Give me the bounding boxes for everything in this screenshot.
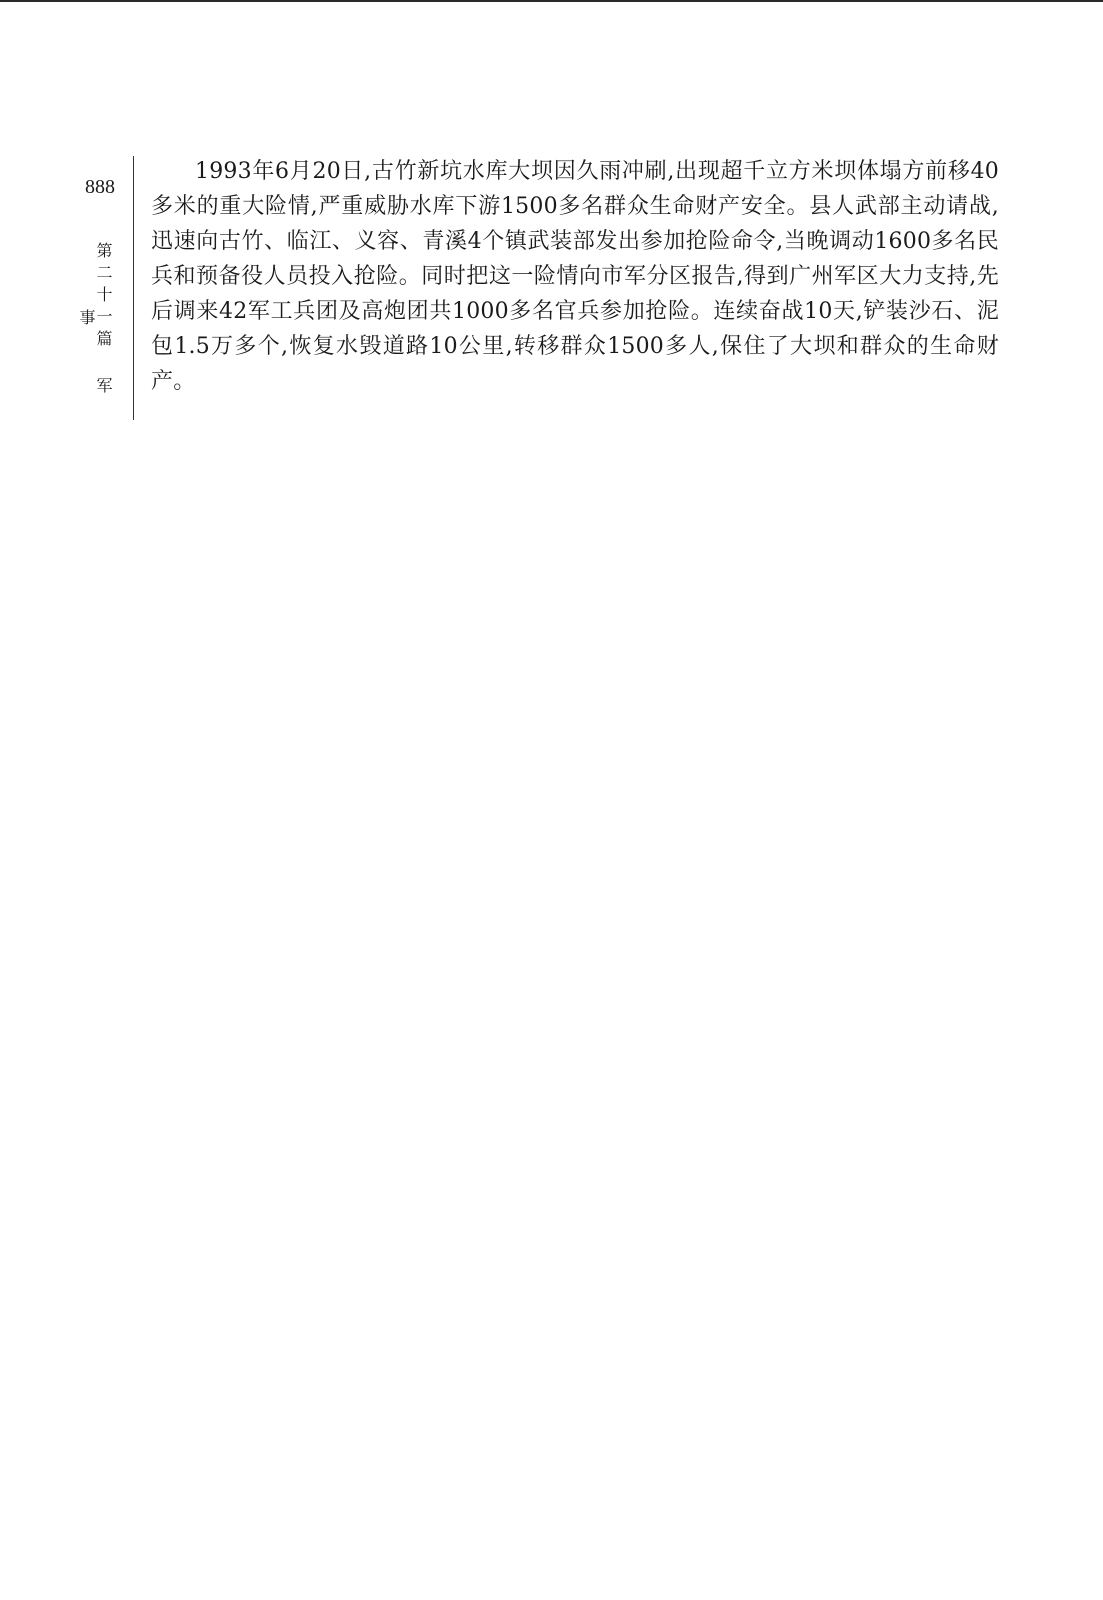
page-margin xyxy=(70,175,130,405)
margin-divider xyxy=(133,156,134,420)
page-number: 888 xyxy=(85,176,115,198)
top-border-line xyxy=(0,0,1103,2)
body-paragraph: 1993年6月20日,古竹新坑水库大坝因久雨冲刷,出现超千立方米坝体塌方前移40多米的重大险情,严重威胁水库下游1500多名群众生命财产安全。县人武部主动请战,迅速向古竹、临江、义容、青溪4个镇武装部发出参加抢险命令,当晚调动1600多名民兵和预备役人员投入抢险。同时把这一险情向市军分区报告,得到广州军区大力支持,先后调来42军工兵团及高炮团共1000多名官兵参加抢险。连续奋战10天,铲装沙石、泥包1.5万多个,恢复水毁道路10公里,转移群众1500多人,保住了大坝和群众的生命财产。 xyxy=(151,159,999,394)
section-label: 第二十一篇 军事 xyxy=(77,241,113,399)
